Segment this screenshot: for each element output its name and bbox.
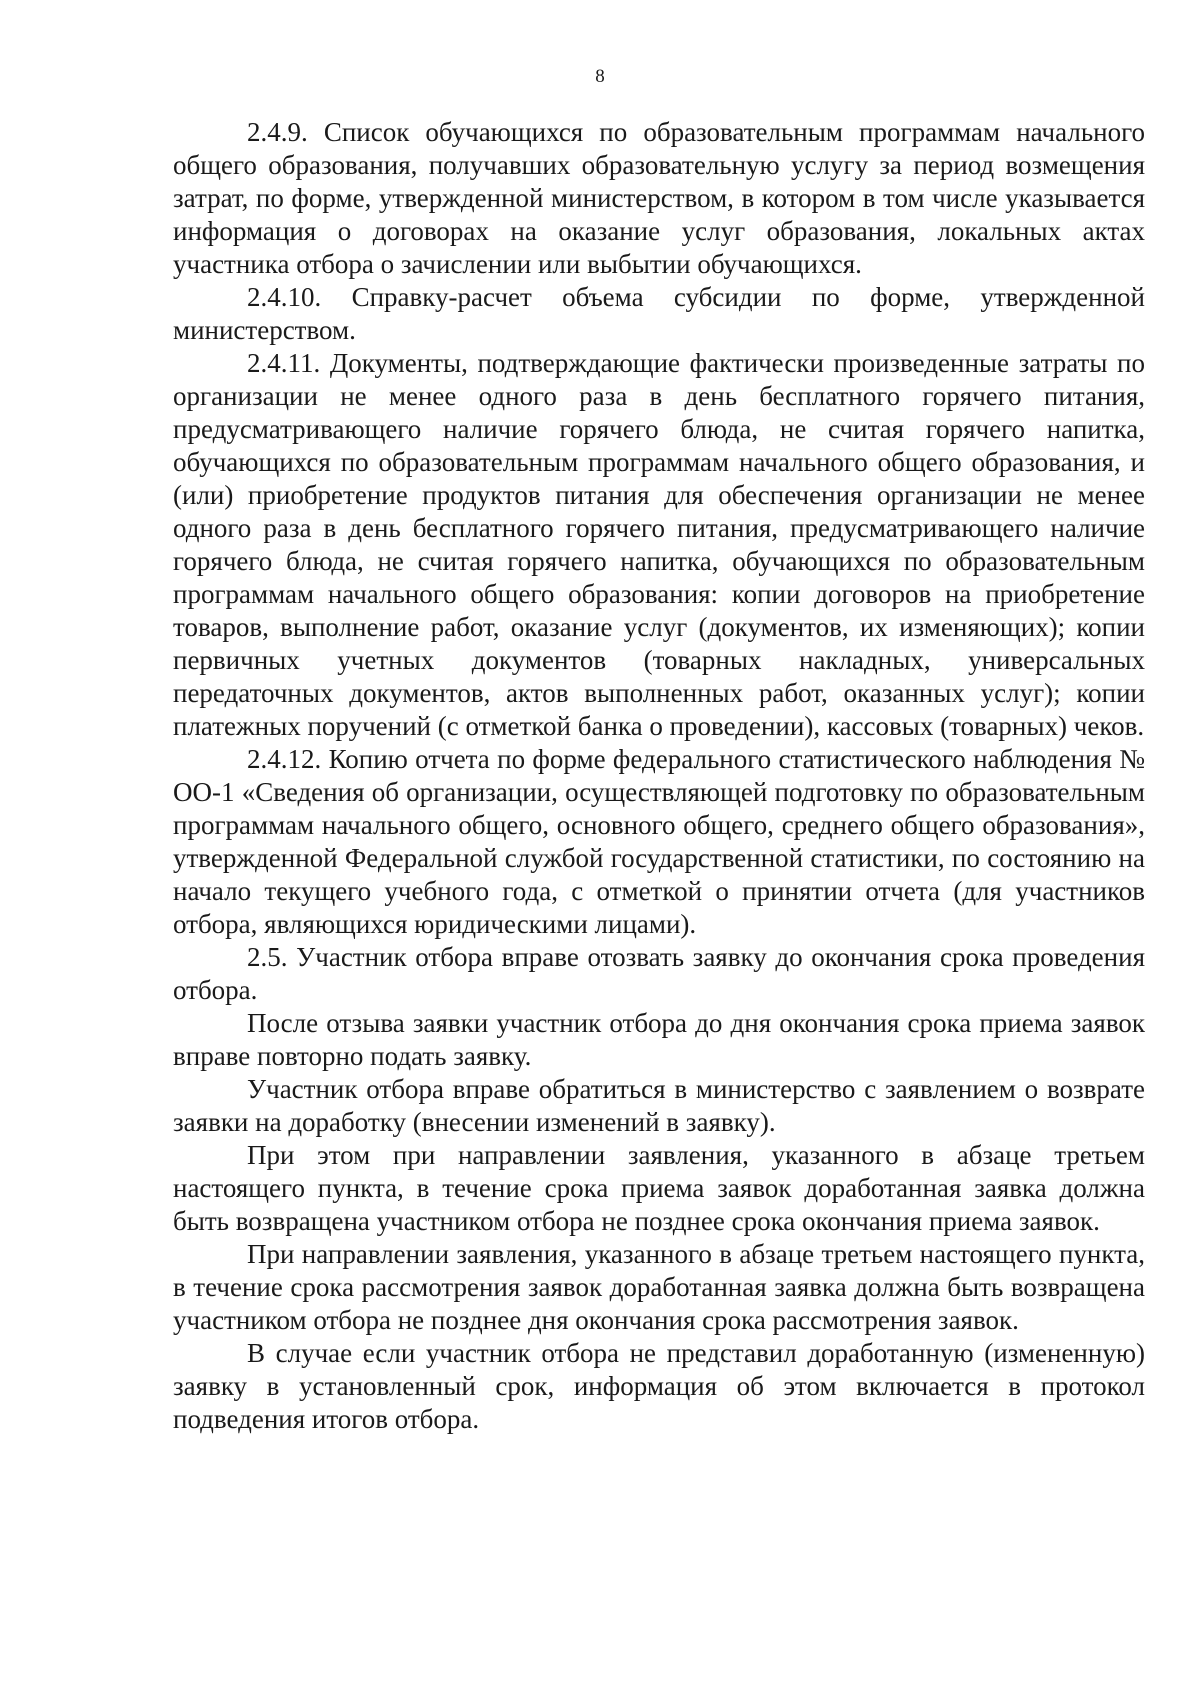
paragraph-not-submitted: В случае если участник отбора не представил доработанную (измененную) заявку в установленный срок, информация об этом включается в протокол подведения итогов отбора. xyxy=(173,1338,1145,1434)
paragraph-2-4-9: 2.4.9. Список обучающихся по образовательным программам начального общего образования, получавших образовательную услугу за период возмещения затрат, по форме, утвержденной министерством, в котором в том числе указывается информация о договорах на оказание услуг образования, локальных актах участника отбора о зачислении или выбытии обучающихся. xyxy=(173,117,1145,279)
page-number: 8 xyxy=(595,66,605,87)
paragraph-during-acceptance: При этом при направлении заявления, указанного в абзаце третьем настоящего пункта, в течение срока приема заявок доработанная заявка должна быть возвращена участником отбора не позднее срока окончания приема заявок. xyxy=(173,1140,1145,1236)
paragraph-2-4-10: 2.4.10. Справку-расчет объема субсидии по форме, утвержденной министерством. xyxy=(173,282,1145,345)
paragraph-2-4-11: 2.4.11. Документы, подтверждающие фактически произведенные затраты по организации не менее одного раза в день бесплатного горячего питания, предусматривающего наличие горячего блюда, не считая горячего напитка, обучающихся по образовательным программам начального общего образования, и (или) приобретение продуктов питания для обеспечения организации не менее одного раза в день бесплатного горячего питания, предусматривающего наличие горячего блюда, не считая горячего напитка, обучающихся по образовательным программам начального общего образования: копии договоров на приобретение товаров, выполнение работ, оказание услуг (документов, их изменяющих); копии первичных учетных документов (товарных накладных, универсальных передаточных документов, актов выполненных работ, оказанных услуг); копии платежных поручений (с отметкой банка о проведении), кассовых (товарных) чеков. xyxy=(173,348,1145,741)
paragraph-return-request: Участник отбора вправе обратиться в министерство с заявлением о возврате заявки на доработку (внесении изменений в заявку). xyxy=(173,1074,1145,1137)
paragraph-2-4-12: 2.4.12. Копию отчета по форме федерального статистического наблюдения № ОО-1 «Сведения об организации, осуществляющей подготовку по образовательным программам начального общего, основного общего, среднего общего образования», утвержденной Федеральной службой государственной статистики, по состоянию на начало текущего учебного года, с отметкой о принятии отчета (для участников отбора, являющихся юридическими лицами). xyxy=(173,744,1145,939)
paragraph-during-review: При направлении заявления, указанного в абзаце третьем настоящего пункта, в течение срока рассмотрения заявок доработанная заявка должна быть возвращена участником отбора не позднее дня окончания срока рассмотрения заявок. xyxy=(173,1239,1145,1335)
paragraph-resubmit: После отзыва заявки участник отбора до дня окончания срока приема заявок вправе повторно подать заявку. xyxy=(173,1008,1145,1071)
document-body xyxy=(173,116,1145,1436)
paragraph-2-5: 2.5. Участник отбора вправе отозвать заявку до окончания срока проведения отбора. xyxy=(173,942,1145,1005)
